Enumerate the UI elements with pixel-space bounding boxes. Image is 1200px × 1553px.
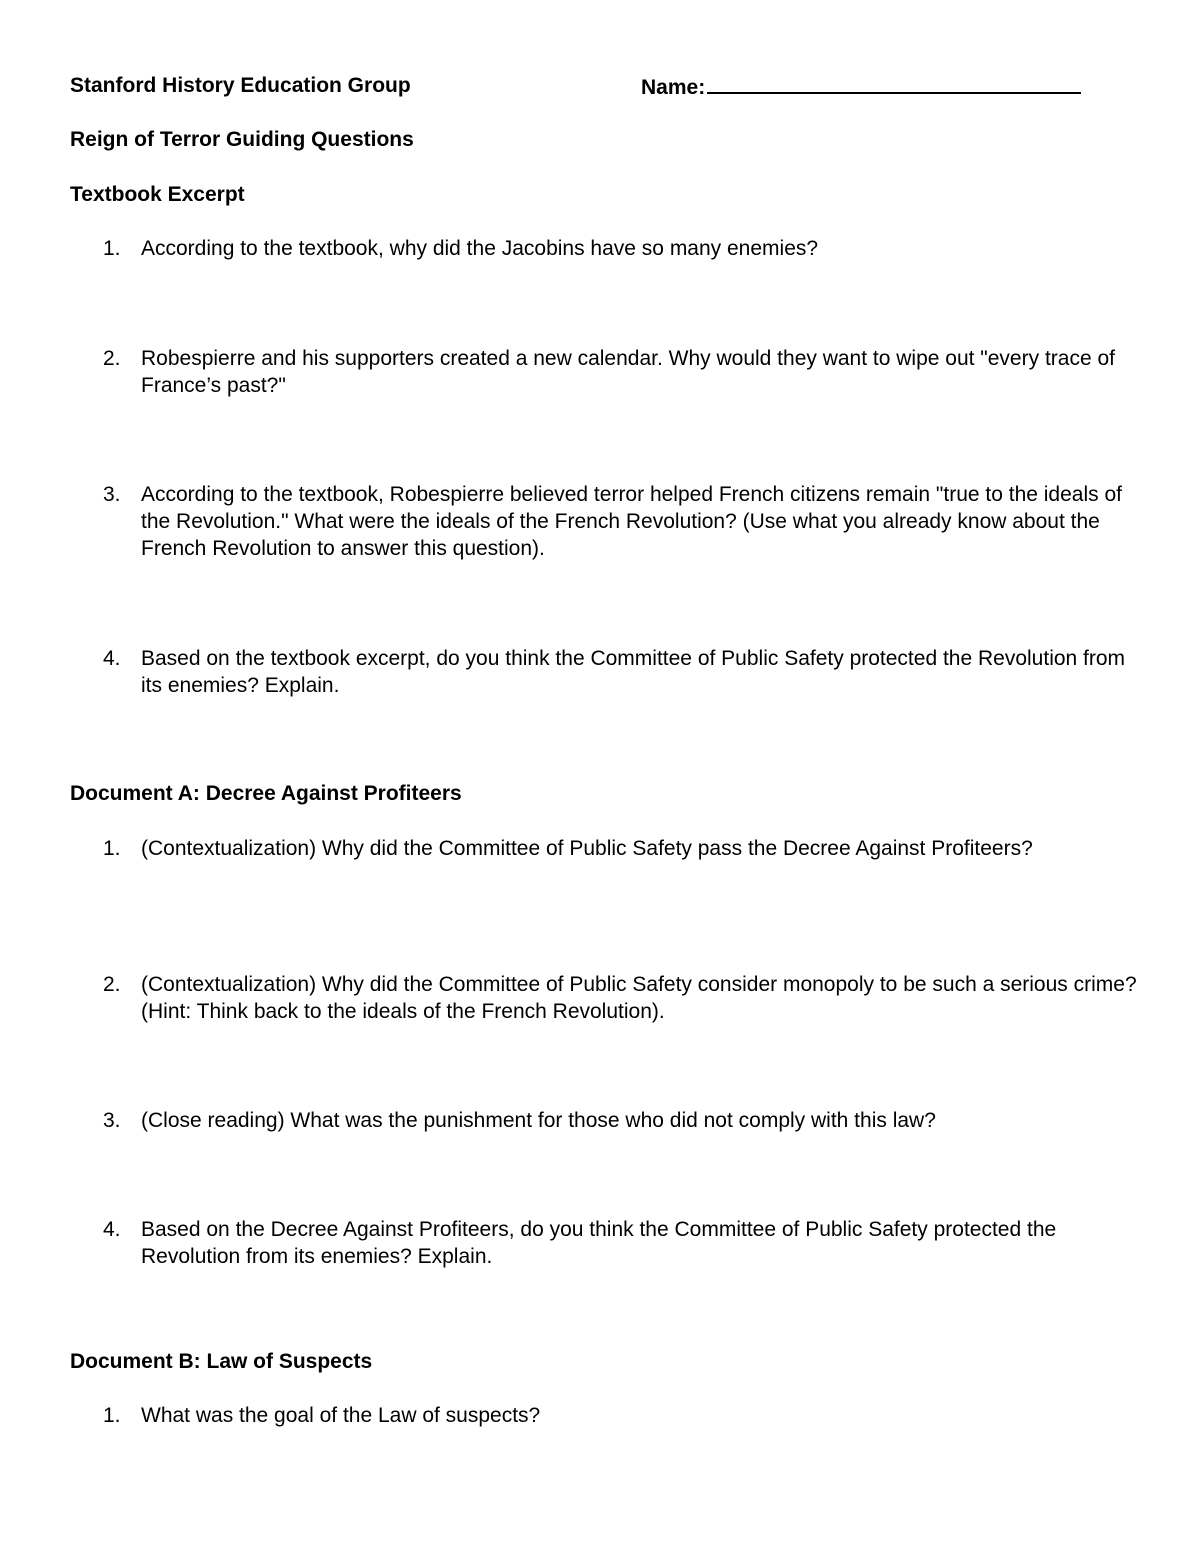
question-number: 1.	[103, 837, 121, 860]
question-item	[103, 1402, 1143, 1429]
name-blank-line[interactable]	[707, 72, 1081, 94]
question-text: (Contextualization) Why did the Committee of Public Safety pass the Decree Against Profiteers?	[141, 837, 1033, 860]
name-label: Name:	[641, 76, 706, 99]
question-text: According to the textbook, Robespierre believed terror helped French citizens remain "true to the ideals of the Revolution." What were the ideals of the French Revolution? (Use what you already know about the French Revolution to answer this question).	[141, 483, 1122, 560]
question-text: According to the textbook, why did the Jacobins have so many enemies?	[141, 237, 819, 260]
question-text: Based on the textbook excerpt, do you think the Committee of Public Safety protected the Revolution from its enemies? Explain.	[141, 647, 1126, 697]
question-item	[103, 971, 1143, 1025]
question-number: 3.	[103, 1109, 121, 1132]
question-number: 2.	[103, 347, 121, 370]
organization-name: Stanford History Education Group	[70, 74, 411, 97]
name-field[interactable]	[641, 72, 1081, 101]
question-item	[103, 481, 1143, 562]
question-text: What was the goal of the Law of suspects?	[141, 1404, 541, 1427]
question-number: 2.	[103, 973, 121, 996]
document-title: Reign of Terror Guiding Questions	[70, 128, 414, 151]
question-number: 1.	[103, 237, 121, 260]
question-text: Robespierre and his supporters created a new calendar. Why would they want to wipe out "every trace of France’s past?"	[141, 347, 1115, 397]
question-text: (Contextualization) Why did the Committee of Public Safety consider monopoly to be such a serious crime? (Hint: Think back to the ideals of the French Revolution).	[141, 973, 1137, 1023]
question-item	[103, 645, 1143, 699]
question-number: 3.	[103, 483, 121, 506]
section-heading-textbook-excerpt: Textbook Excerpt	[70, 183, 245, 206]
question-item	[103, 345, 1143, 399]
question-number: 4.	[103, 647, 121, 670]
question-item	[103, 1107, 1143, 1134]
question-item	[103, 1216, 1143, 1270]
section-heading-document-a: Document A: Decree Against Profiteers	[70, 782, 462, 805]
section-heading-document-b: Document B: Law of Suspects	[70, 1350, 373, 1373]
question-item	[103, 235, 1143, 262]
question-number: 4.	[103, 1218, 121, 1241]
question-item	[103, 835, 1143, 862]
question-text: (Close reading) What was the punishment for those who did not comply with this law?	[141, 1109, 936, 1132]
question-text: Based on the Decree Against Profiteers, do you think the Committee of Public Safety protected the Revolution from its enemies? Explain.	[141, 1218, 1057, 1268]
question-number: 1.	[103, 1404, 121, 1427]
